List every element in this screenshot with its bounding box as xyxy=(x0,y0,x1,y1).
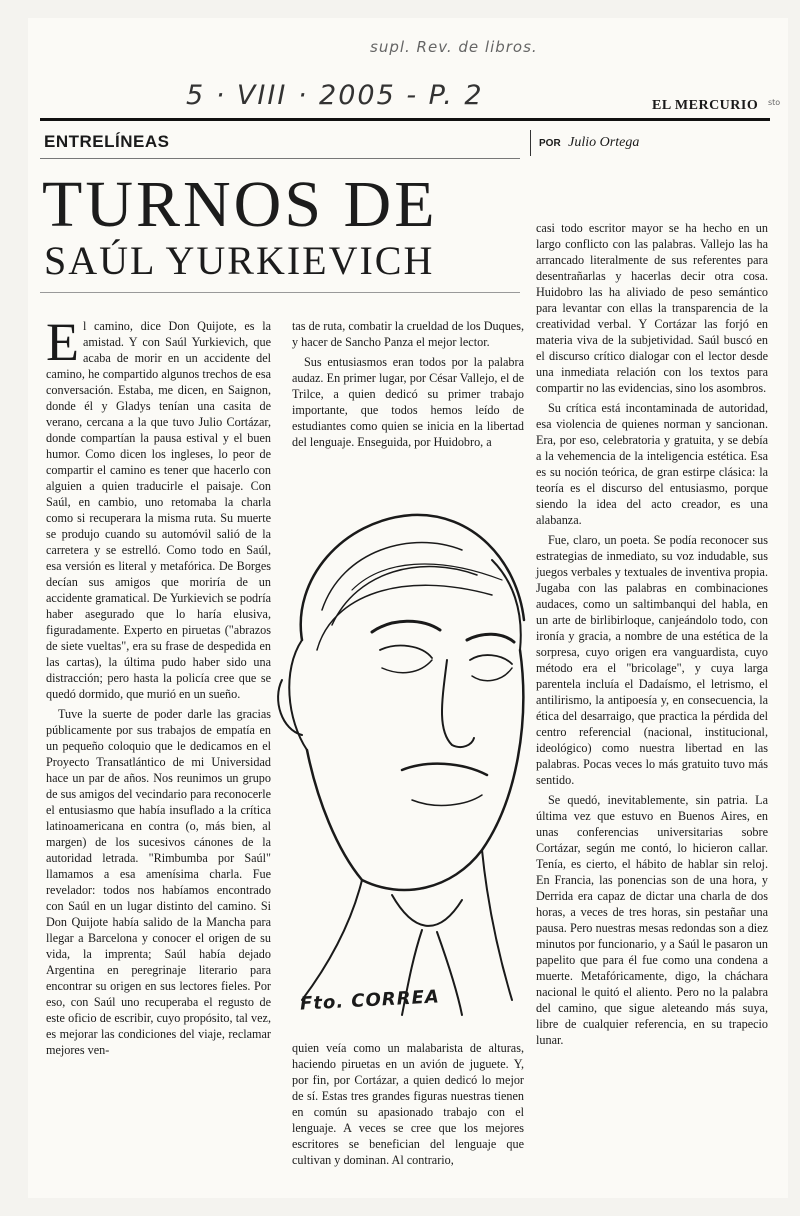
headline-rule xyxy=(40,292,520,293)
handwritten-date-note: 5 · VIII · 2005 - P. 2 xyxy=(186,80,484,111)
article-column-3 xyxy=(536,220,768,1052)
article-paragraph xyxy=(46,312,271,702)
paragraph-text: l camino, dice Don Quijote, es la amistad. Y con Saúl Yurkievich, que acaba de morir en un accidente del camino, he compartido algunos trechos de esa conversación. Estaba, me dicen, en Saignon, donde él y Gladys tenían una casita de verano, cercana a la que tuvo Julio Cortázar, donde compartían la pausa estival y el buen humor. Como dicen los ingleses, lo peor de compartir el camino es tener que hacerlo con alguien a quien traducirle el paisaje. Con Saúl, en cambio, uno retomaba la charla como si recuperara la misma ruta. Su muerte se produjo cuando su automóvil salió de la carretera y se estrelló. Como todo en Saúl, esa versión es literal y metafórica. De Borges decían sus amigos que moriría de un accidente gramatical. De Yurkievich se podría haber asegurado que lo haría elusiva, figuradamente. Experto en piruetas ("abrazos de siete vueltas", era su frase de despedida en las cartas), la última pudo haber sido una distracción; pero hasta la policía cree que se quedó dormido, que murió en un sueño. xyxy=(46,319,271,701)
illustrator-signature: Fto. CORREA xyxy=(299,986,441,1015)
byline-prefix: POR xyxy=(539,138,561,149)
article-paragraph: casi todo escritor mayor se ha hecho en un largo conflicto con las palabras. Vallejo las ha arrancado literalmente de sus referentes para desentrañarlas y hacerlas decir otra cosa. Huidobro las ha aliviado de peso semántico para levantar con ellas la transparencia de la creatividad verbal. Y Cortázar las forjó en materia viva de la subjetividad. Saúl buscó en el discurso crítico dialogar con el lector desde una inmediata relación con los textos para compartir no las evidencias, sino los asombros. xyxy=(536,221,768,395)
section-rule xyxy=(40,158,520,159)
article-paragraph: quien veía como un malabarista de alturas, haciendo piruetas en un avión de juguete. Y, por fin, por Cortázar, a quien dedicó lo mejor de sí. Estas tres grandes figuras nuestras tienen en común su apasionado trabajo con el lenguaje. A veces se cree que los mejores escritores se benefician del lenguaje que cultivan y dominan. Al contrario, xyxy=(292,1041,524,1167)
masthead-handwritten-note: sto xyxy=(768,98,781,107)
article-column-2-bottom xyxy=(292,1040,524,1172)
article-paragraph: Fue, claro, un poeta. Se podía reconocer sus estrategias de inmediato, su voz indudable, sus juegos verbales y textuales de inventiva propia. Jugaba con las palabras en combinaciones audaces, como un saltimbanqui del habla, en un arte de birlibirloque, canjeándolo todo, con ironía y gracia, a nombre de una estética de la sorpresa, cuyo origen era vanguardista, cuyo método era el "bricolage", y cuya larga parentela incluía el Dadaísmo, el letrismo, el antilirismo, la antipoesía y, en consecuencia, la ética del desarraigo, que practica la pérdida del centro referencial (nacional, institucional, ideológico) como nuestra libertad en las palabras. Pocas veces lo más gratuito tuvo más sentido. xyxy=(536,533,768,787)
top-rule xyxy=(40,118,770,121)
handwritten-source-note: supl. Rev. de libros. xyxy=(370,38,538,56)
article-paragraph: tas de ruta, combatir la crueldad de los Duques, y hacer de Sancho Panza el mejor lector. xyxy=(292,319,524,349)
headline-line-2: SAÚL YURKIEVICH xyxy=(44,238,435,283)
article-paragraph: Sus entusiasmos eran todos por la palabra audaz. En primer lugar, por César Vallejo, el de Trilce, a quien dedicó su primer trabajo importante, que todos hemos leído de estudiantes como quien se inicia en la libertad del lenguaje. Enseguida, por Huidobro, a xyxy=(292,355,524,449)
article-paragraph: Se quedó, inevitablemente, sin patria. La última vez que estuvo en Buenos Aires, en unas conferencias universitarias sobre Cortázar, según me contó, lo hicieron callar. Tenía, es cierto, el hábito de hablar sin reloj. En Francia, las ponencias son de una hora, y Derrida era capaz de dictar una charla de dos horas, a veces de tres horas, sin pestañar una pausa. Pero nuestras mesas redondas son a diez minutos por funcionario, y a Saúl le pasaron un papelito que para él fue como una condena a muerte. Metafóricamente, digo, la cháchara nacional le quitó el aliento. Pero no la palabra del camino, que sigue aleteando más suya, libre de cualquier referencia, en su trapecio lunar. xyxy=(536,793,768,1047)
byline xyxy=(530,130,639,156)
article-column-1 xyxy=(46,312,271,1062)
article-paragraph: Su crítica está incontaminada de autoridad, esa violencia de quienes norman y sancionan. Era, por eso, celebratoria y gratuita, y se debía a la vehemencia de la inteligencia estética. Esa es su noción teórica, de gran estirpe clásica: la teoría es el discurso del entusiasmo, porque siendo la idea del acto creador, es una alabanza. xyxy=(536,401,768,527)
drop-cap: E xyxy=(46,312,79,372)
byline-author: Julio Ortega xyxy=(568,135,640,150)
article-column-2 xyxy=(292,318,524,454)
caricature-illustration xyxy=(262,500,532,1020)
newspaper-masthead: EL MERCURIO xyxy=(652,98,759,113)
article-paragraph: Tuve la suerte de poder darle las gracias públicamente por sus trabajos de empatía en un pequeño coloquio que le dedicamos en el Proyecto Transatlántico de mi Universidad hace un par de años. Nos reunimos un grupo de sus amigos del vecindario para reconocerle el entusiasmo que había insuflado a la crítica latinoamericana en contra (o, más bien, al margen) de los sucesivos cánones de la autoridad letrada. "Rimbumba por Saúl" llamamos a esa amenísima charla. Fue revelador: todos nos habíamos encontrado con Saúl en un lugar distinto del camino. Si Don Quijote había salido de la Mancha para llegar a Barcelona y conocer el origen de su vida, la imprenta; Saúl había dejado Argentina en peregrinaje literario para encontrar su origen en sus lectores fieles. Por eso, con Saúl uno recuperaba el regusto de este oficio de escribir, cuyo propósito, tal vez, es mejorar las condiciones del viaje, reclamar mejores ven- xyxy=(46,707,271,1057)
section-label: ENTRELÍNEAS xyxy=(44,132,170,151)
headline-line-1: TURNOS DE xyxy=(42,168,438,241)
